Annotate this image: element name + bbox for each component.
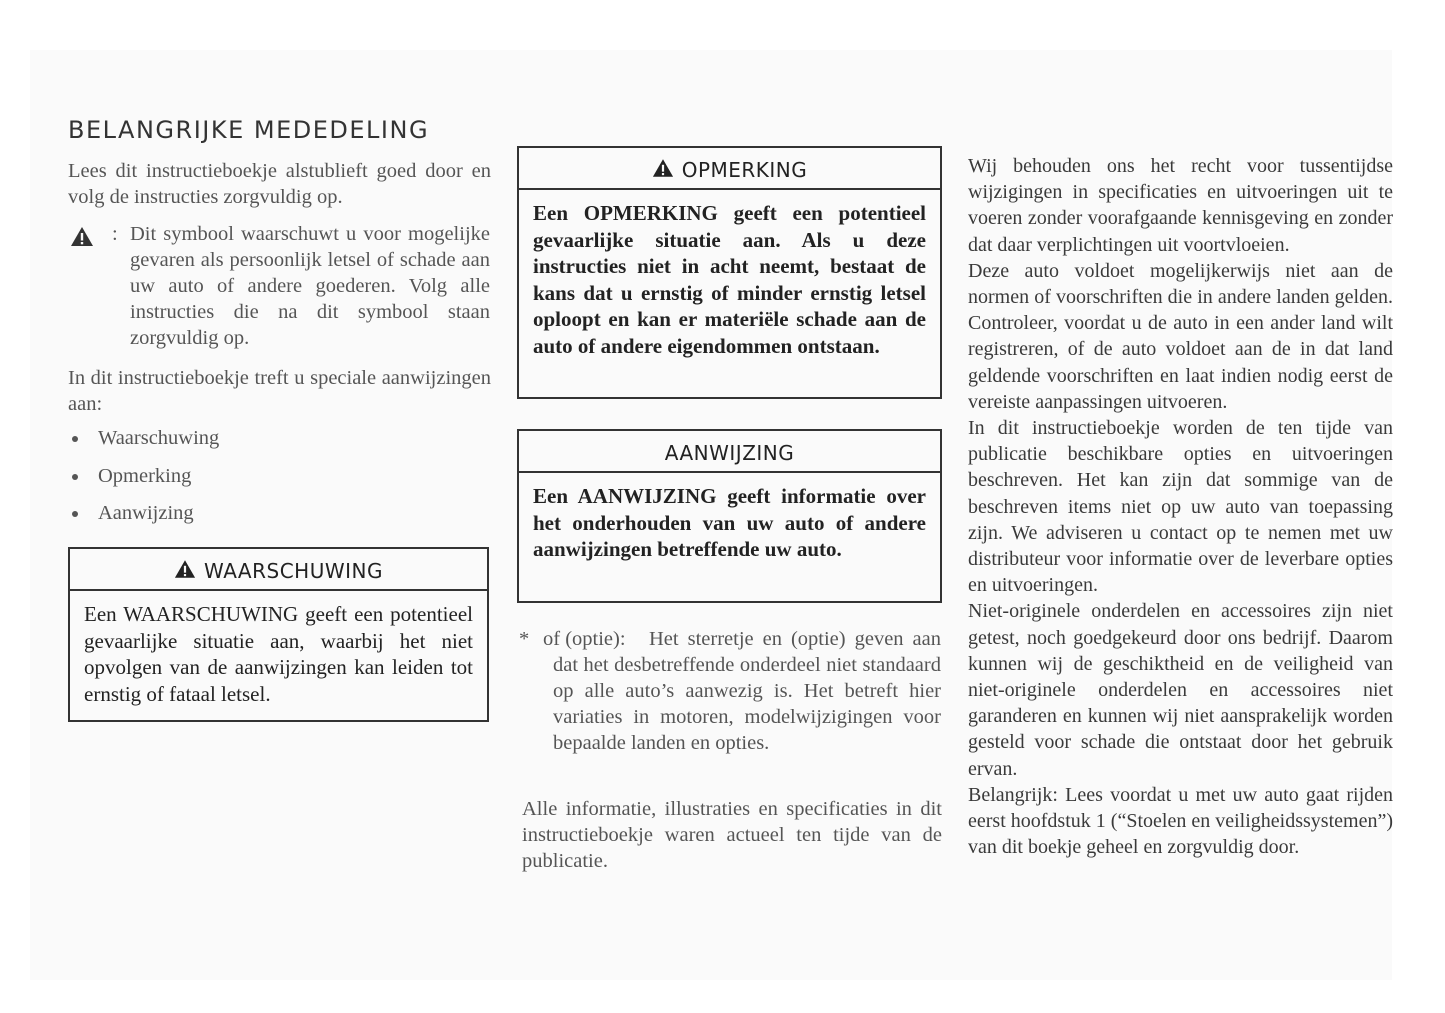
paragraph-changes: Wij behouden ons het recht voor tussentijdse wijzigingen in specificaties en uitvoeringen uit te voeren zonder voorafgaande kennisgeving en zonder dat daar verplichtingen uit voortvloeien. [968,155,1393,256]
footnote-text: Het sterretje en (optie) geven aan dat het desbetreffende onderdeel niet standaard op alle auto’s aanwezig is. Het betreft hier variaties in motoren, modelwijzigingen voor bepaalde landen en opties. [553,628,941,754]
paragraph-options: In dit instructieboekje worden de ten tijde van publicatie beschikbare opties en uitvoeringen beschreven. Het kan zijn dat sommige van de beschreven items niet op uw auto van toepassing zijn. We adviseren u contact op te nemen met uw distributeur voor informatie over de leverbare opties en uitvoeringen. [968,417,1393,597]
warning-triangle-icon [174,559,204,584]
paragraph-foreign-norms: Deze auto voldoet mogelijkerwijs niet aan de normen of voorschriften die in andere landen gelden. Controleer, voordat u de auto in een ander land wilt registreren, of de auto voldoet aan de in dat land geldende voorschriften en laat indien nodig eerst de vereiste aanpassingen uitvoeren. [968,259,1393,413]
warning-box-header [70,549,487,591]
opmerking-box-header [519,148,940,190]
page-title: BELANGRIJKE MEDEDELING [68,116,430,144]
asterisk-marker: * [519,628,530,650]
list-item: Waarschuwing [68,425,491,463]
symbol-colon: : [112,223,118,245]
right-column-text [968,153,1393,860]
warning-box-title: WAARSCHUWING [204,559,383,583]
warning-triangle-icon [70,226,94,251]
paragraph-non-original-parts: Niet-originele onderdelen en accessoires zijn niet getest, noch goedgekeurd door ons bedrijf. Daarom kunnen wij de geschiktheid en de veiligheid van niet-originele onderdelen en accessoires niet garanderen en kunnen wij niet aansprakelijk worden gesteld voor schade die ontstaat door het gebruik ervan. [968,600,1393,780]
list-item: Opmerking [68,463,491,501]
list-item: Aanwijzing [68,500,491,538]
aanwijzing-box-body: Een AANWIJZING geeft informatie over het onderhouden van uw auto of andere aanwijzingen betreffende uw auto. [533,484,926,561]
aanwijzing-box-title: AANWIJZING [664,441,795,465]
opmerking-box [517,146,942,399]
symbol-description: Dit symbool waarschuwt u voor mogelijke gevaren als persoonlijk letsel of schade aan uw auto of andere goederen. Volg alle instructies die na dit symbool staan zorgvuldig op. [130,223,490,349]
aanwijzing-box-header [519,431,940,473]
warning-box-body: Een WAARSCHUWING geeft een potentieel gevaarlijke situatie aan, waarbij het niet opvolgen van de aanwijzingen kan leiden tot ernstig of fataal letsel. [84,602,473,706]
publication-note: Alle informatie, illustraties en specificaties in dit instructieboekje waren actueel ten tijde van de publicatie. [522,798,942,872]
aanwijzing-box [517,429,942,603]
warning-triangle-icon [652,158,682,183]
paragraph-important: Belangrijk: Lees voordat u met uw auto gaat rijden eerst hoofdstuk 1 (“Stoelen en veiligheidssystemen”) van dit boekje geheel en zorgvuldig door. [968,783,1393,859]
footnote-label: of (optie): [543,628,626,650]
warning-box [68,547,489,722]
intro-paragraph: Lees dit instructieboekje alstublieft goed door en volg de instructies zorgvuldig op. [68,160,491,208]
opmerking-box-body: Een OPMERKING geeft een potentieel gevaarlijke situatie aan. Als u deze instructies niet in acht neemt, bestaat de kans dat u ernstig of minder ernstig letsel oploopt en kan er materiële schade aan de auto of andere eigendommen ontstaan. [533,201,926,358]
opmerking-box-title: OPMERKING [681,158,808,182]
special-instructions-intro: In dit instructieboekje treft u speciale aanwijzingen aan: [68,367,491,415]
instruction-types-list [68,425,491,538]
